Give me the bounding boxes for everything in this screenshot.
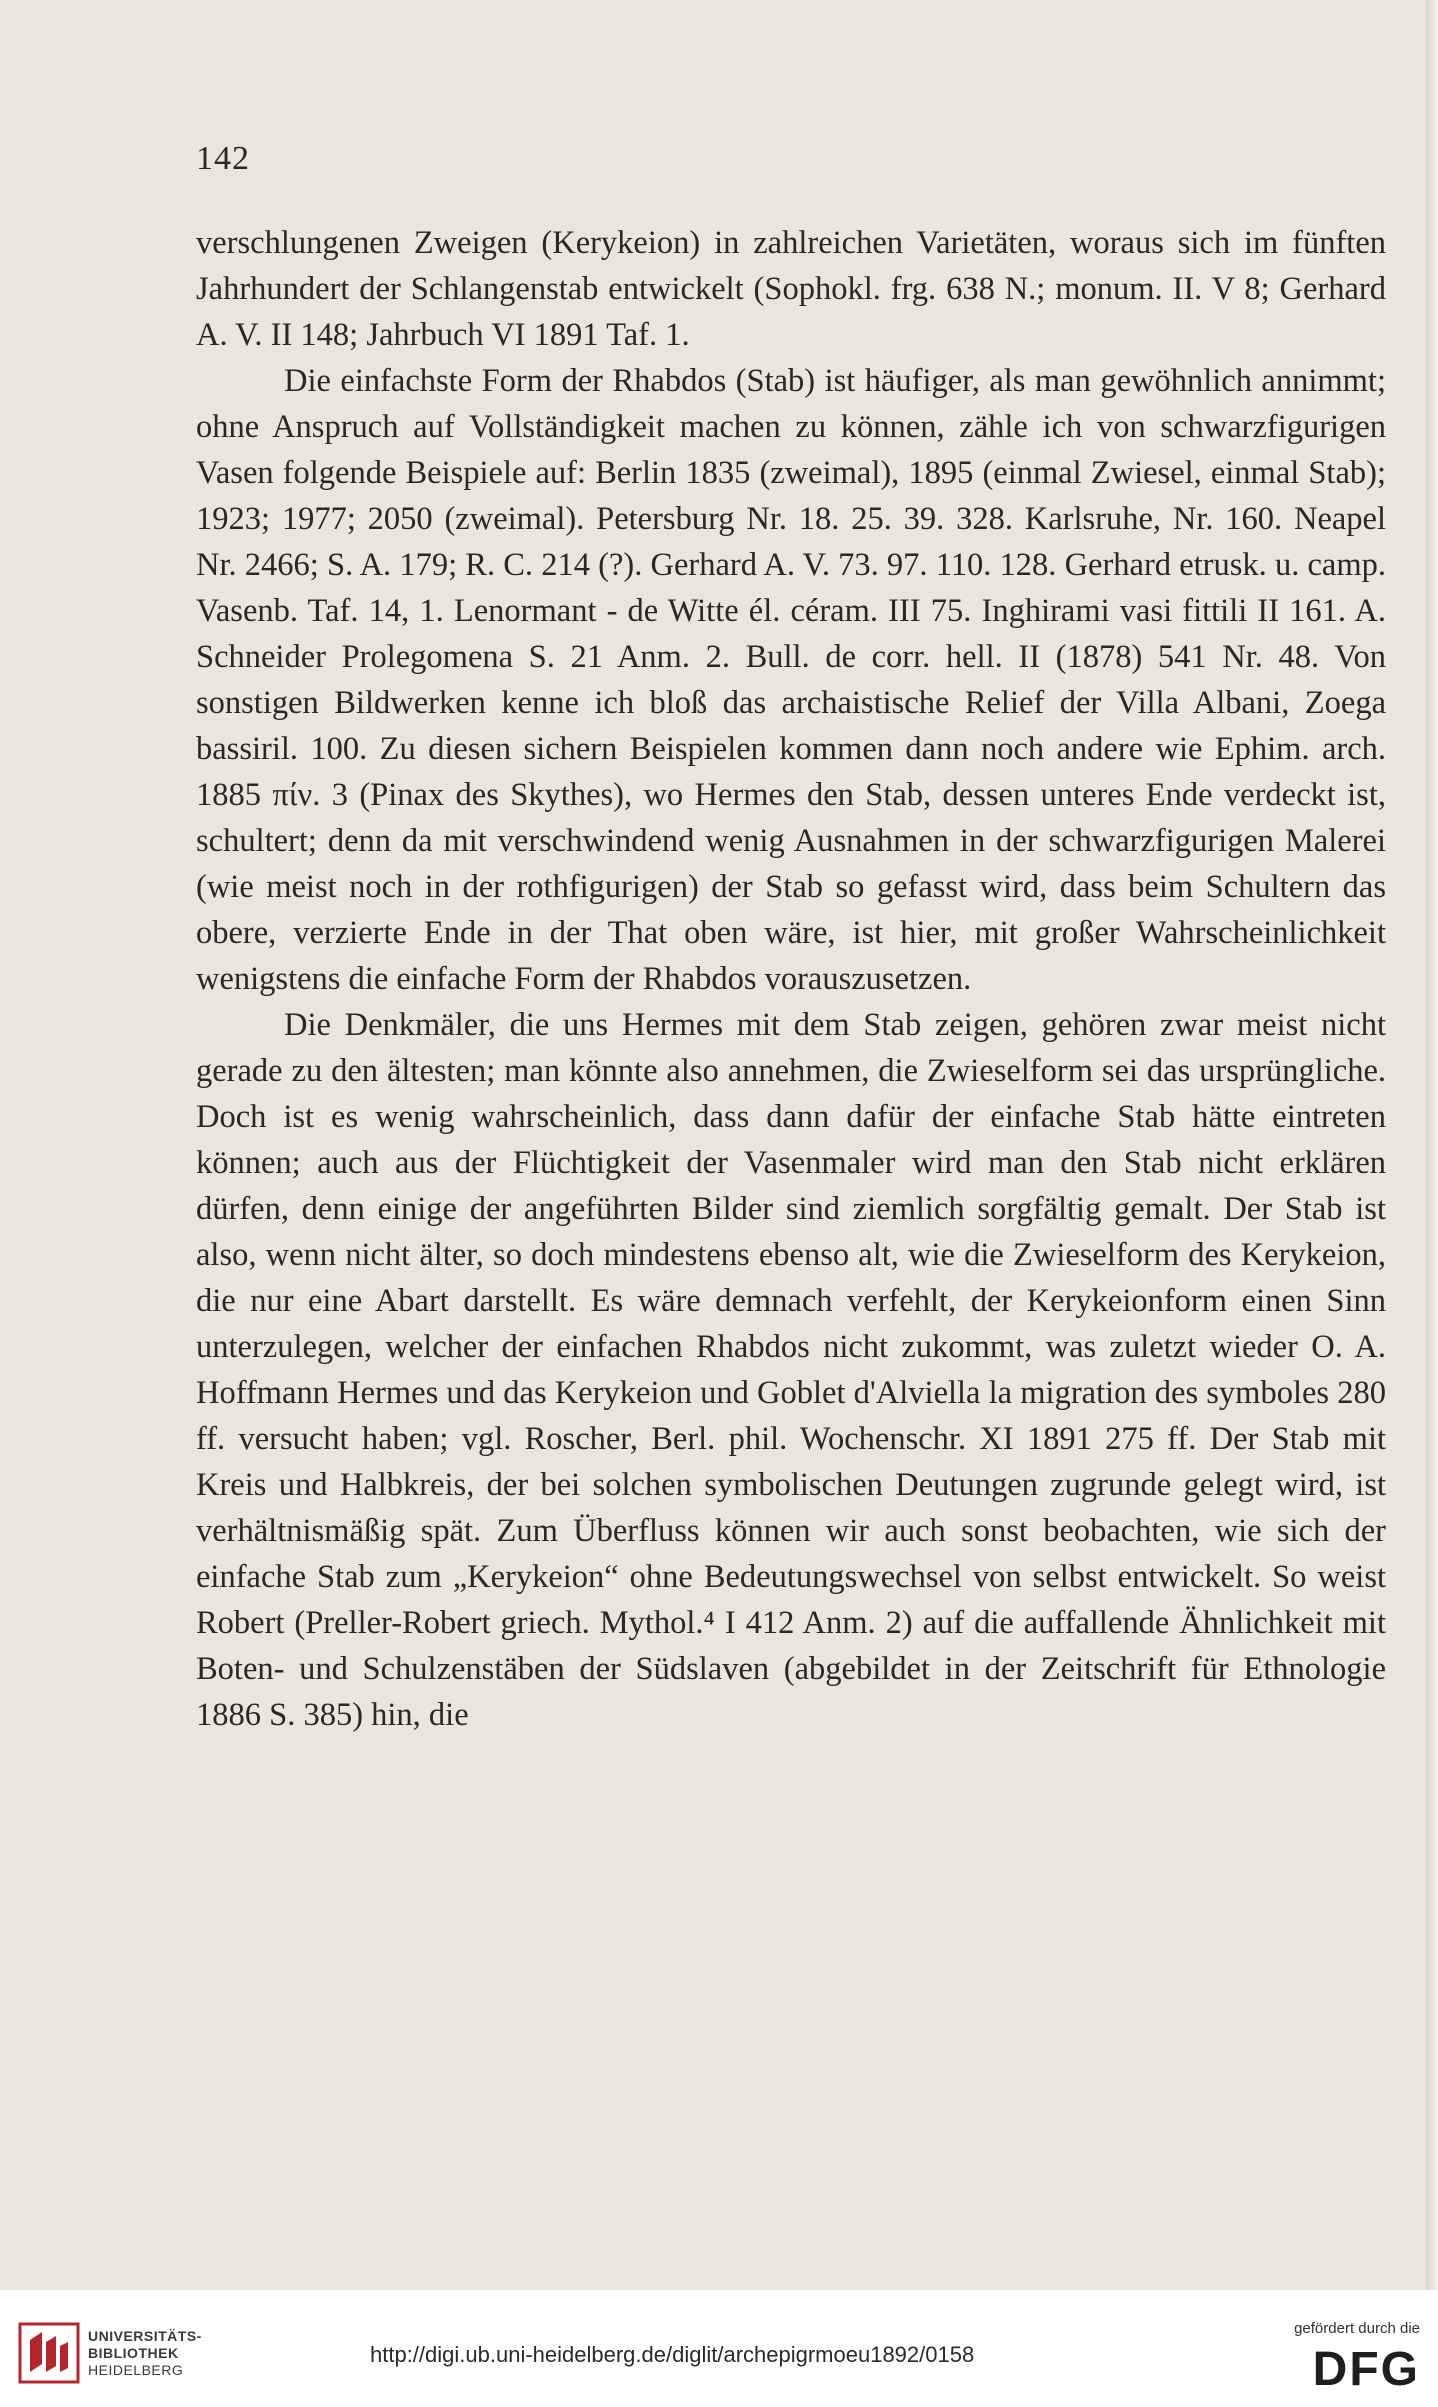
institution-line-2: BIBLIOTHEK xyxy=(88,2345,179,2361)
body-text xyxy=(196,220,1386,1738)
permalink-url[interactable]: http://digi.ub.uni-heidelberg.de/diglit/archepigrmoeu1892/0158 xyxy=(370,2342,975,2367)
footer-bar xyxy=(0,2290,1438,2407)
heidelberg-library-logo-icon[interactable] xyxy=(16,2320,82,2386)
dfg-logo[interactable]: DFG xyxy=(1312,2343,1420,2396)
sponsor-text: gefördert durch die xyxy=(1294,2320,1420,2337)
institution-line-1: UNIVERSITÄTS- xyxy=(88,2328,202,2344)
paragraph-2: Die einfachste Form der Rhabdos (Stab) ist häufiger, als man gewöhnlich annimmt; ohne Anspruch auf Vollständigkeit machen zu können, zähle ich von schwarzfigurigen Vasen folgende Beispiele auf: Berlin 1835 (zweimal), 1895 (einmal Zwiesel, einmal Stab); 1923; 1977; 2050 (zweimal). Petersburg Nr. 18. 25. 39. 328. Karlsruhe, Nr. 160. Neapel Nr. 2466; S. A. 179; R. C. 214 (?). Gerhard A. V. 73. 97. 110. 128. Gerhard etrusk. u. camp. Vasenb. Taf. 14, 1. Lenormant - de Witte él. céram. III 75. Inghirami vasi fittili II 161. A. Schneider Prolegomena S. 21 Anm. 2. Bull. de corr. hell. II (1878) 541 Nr. 48. Von sonstigen Bildwerken kenne ich bloß das archaistische Relief der Villa Albani, Zoega bassiril. 100. Zu diesen sichern Beispielen kommen dann noch andere wie Ephim. arch. 1885 πίν. 3 (Pinax des Skythes), wo Hermes den Stab, dessen unteres Ende verdeckt ist, schultert; denn da mit verschwindend wenig Ausnahmen in der schwarzfigurigen Malerei (wie meist noch in der rothfigurigen) der Stab so gefasst wird, dass beim Schultern das obere, verzierte Ende in der That oben wäre, ist hier, mit großer Wahrscheinlichkeit wenigstens die einfache Form der Rhabdos vorauszusetzen. xyxy=(196,363,1386,997)
institution-name xyxy=(88,2328,202,2379)
paragraph-3: Die Denkmäler, die uns Hermes mit dem Stab zeigen, gehören zwar meist nicht gerade zu den ältesten; man könnte also annehmen, die Zwieselform sei das ursprüngliche. Doch ist es wenig wahrscheinlich, dass dann dafür der einfache Stab hätte eintreten können; auch aus der Flüchtigkeit der Vasenmaler wird man den Stab nicht erklären dürfen, denn einige der angeführten Bilder sind ziemlich sorgfältig gemalt. Der Stab ist also, wenn nicht älter, so doch mindestens ebenso alt, wie die Zwieselform des Kerykeion, die nur eine Abart darstellt. Es wäre demnach verfehlt, der Kerykeionform einen Sinn unterzulegen, welcher der einfachen Rhabdos nicht zukommt, was zuletzt wieder O. A. Hoffmann Hermes und das Kerykeion und Goblet d'Alviella la migration des symboles 280 ff. versucht haben; vgl. Roscher, Berl. phil. Wochenschr. XI 1891 275 ff. Der Stab mit Kreis und Halbkreis, der bei solchen symbolischen Deutungen zugrunde gelegt wird, ist verhältnismäßig spät. Zum Überfluss können wir auch sonst beobachten, wie sich der einfache Stab zum „Kerykeion“ ohne Bedeutungswechsel von selbst entwickelt. So weist Robert (Preller-Robert griech. Mythol.⁴ I 412 Anm. 2) auf die auffallende Ähnlichkeit mit Boten- und Schulzenstäben der Südslaven (abgebildet in der Zeitschrift für Ethnologie 1886 S. 385) hin, die xyxy=(196,1007,1386,1733)
institution-line-3: HEIDELBERG xyxy=(88,2362,184,2378)
paragraph-1: verschlungenen Zweigen (Kerykeion) in zahlreichen Varietäten, woraus sich im fünften Jahrhundert der Schlangenstab entwickelt (Sophokl. frg. 638 N.; monum. II. V 8; Gerhard A. V. II 148; Jahrbuch VI 1891 Taf. 1. xyxy=(196,225,1386,353)
page-edge xyxy=(1426,0,1438,2290)
page-number: 142 xyxy=(196,140,250,177)
